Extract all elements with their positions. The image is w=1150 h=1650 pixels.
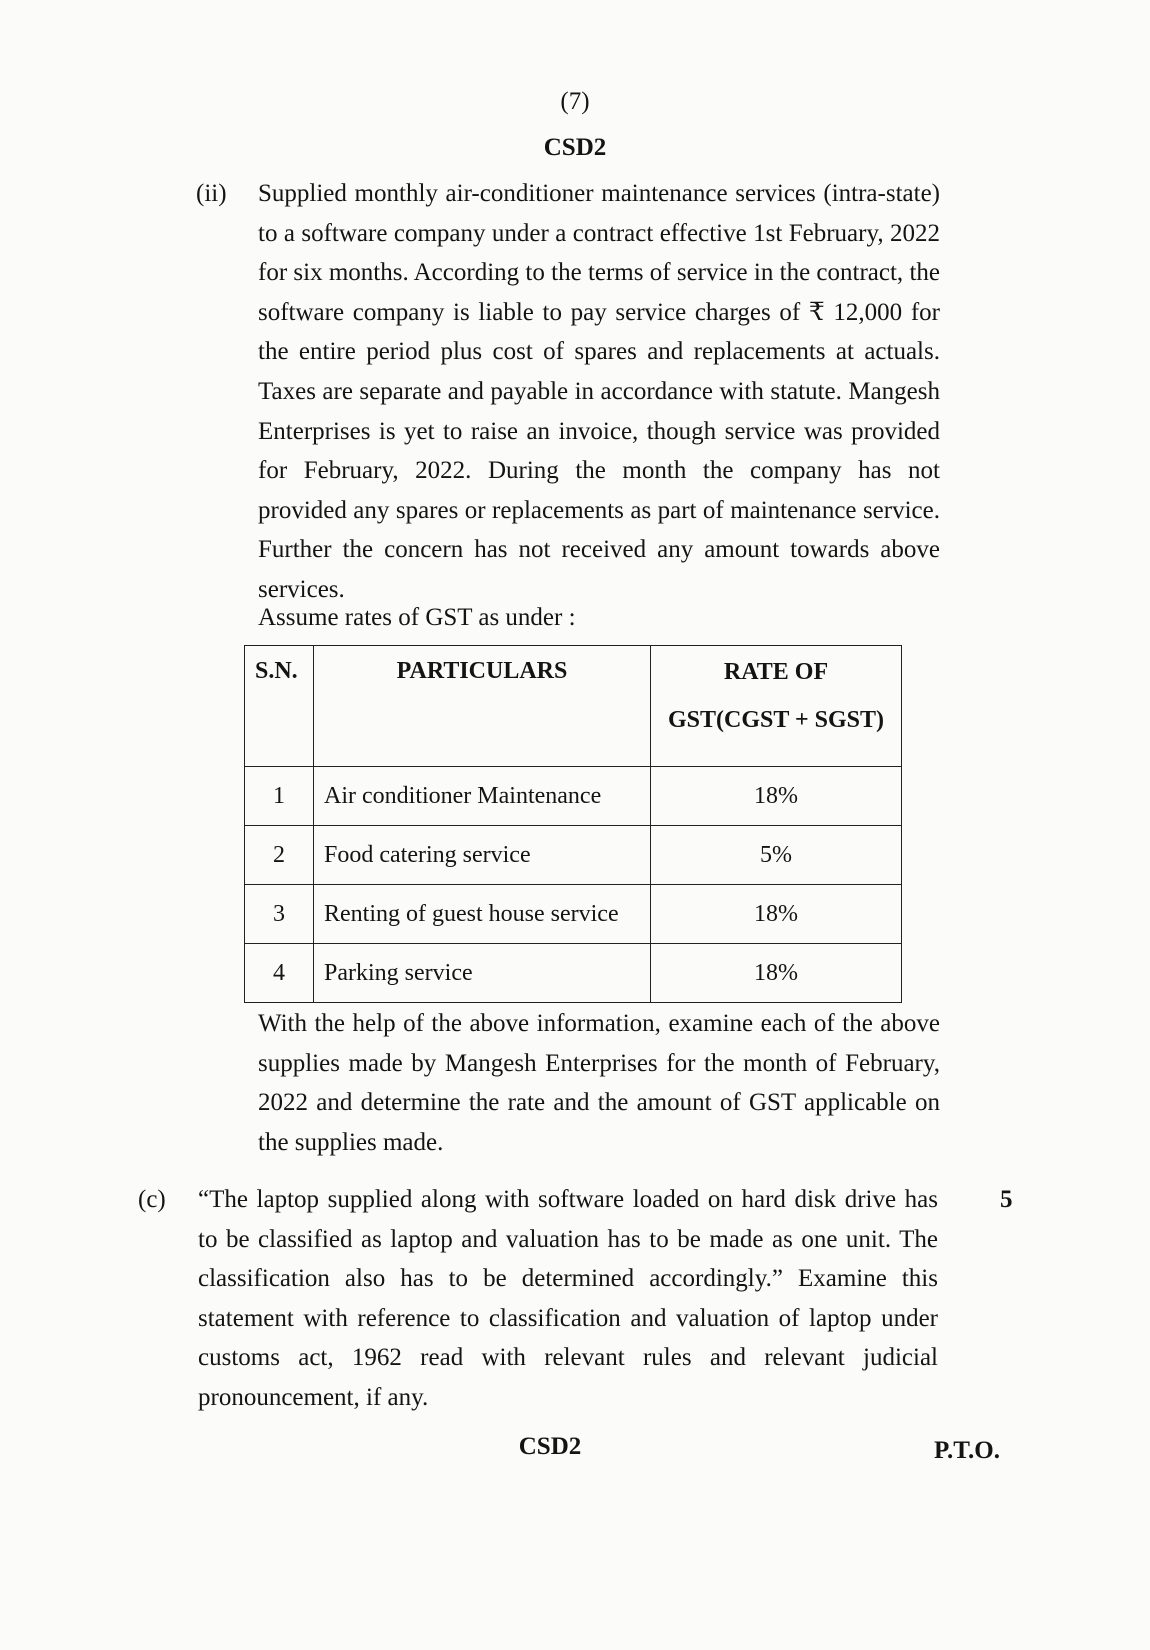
table-row	[245, 767, 902, 826]
question-c-text: “The laptop supplied along with software loaded on hard disk drive has to be classified as laptop and valuation has to be made as one unit. The classification also has to be determined accordingly.” Examine this statement with reference to classification and valuation of laptop under customs act, 1962 read with relevant rules and relevant judicial pronouncement, if any.	[198, 1186, 938, 1411]
row-particulars: Renting of guest house service	[314, 885, 651, 944]
paper-code-header: CSD2	[543, 134, 607, 161]
table-row	[245, 944, 902, 1003]
row-particulars: Food catering service	[314, 826, 651, 885]
question-c-marker: (c)	[138, 1186, 166, 1213]
question-ii-text: Supplied monthly air-conditioner maintenance services (intra-state) to a software company under a contract effective 1st February, 2022 for six months. According to the terms of service in the contract, the software company is liable to pay service charges of ₹ 12,000 for the entire period plus cost of spares and replacements at actuals. Taxes are separate and payable in accordance with statute. Mangesh Enterprises is yet to raise an invoice, though service was provided for February, 2022. During the month the company has not provided any spares or replacements as part of maintenance service. Further the concern has not received any amount towards above services.	[258, 180, 940, 603]
paper-code-footer: CSD2	[518, 1433, 582, 1460]
row-sn: 2	[245, 826, 314, 885]
header-particulars: PARTICULARS	[314, 646, 651, 767]
row-particulars: Air conditioner Maintenance	[314, 767, 651, 826]
page-number: (7)	[560, 88, 590, 115]
row-rate: 18%	[651, 767, 902, 826]
header-rate	[651, 646, 902, 767]
table-header-row	[245, 646, 902, 767]
assume-rates-label: Assume rates of GST as under :	[258, 604, 576, 631]
row-rate: 5%	[651, 826, 902, 885]
gst-rates-table	[244, 645, 902, 1003]
header-sn: S.N.	[245, 646, 314, 767]
instruction-text: With the help of the above information, examine each of the above supplies made by Mangesh Enterprises for the month of February, 2022 and determine the rate and the amount of GST applicable on the supplies made.	[258, 1010, 940, 1156]
question-ii-marker: (ii)	[196, 180, 227, 207]
pto-label: P.T.O.	[934, 1437, 1000, 1464]
header-rate-line2: GST(CGST + SGST)	[668, 707, 884, 733]
question-c-marks: 5	[1000, 1186, 1013, 1213]
row-particulars: Parking service	[314, 944, 651, 1003]
row-sn: 3	[245, 885, 314, 944]
header-rate-line1: RATE OF	[723, 659, 829, 685]
row-sn: 4	[245, 944, 314, 1003]
table-row	[245, 885, 902, 944]
row-sn: 1	[245, 767, 314, 826]
row-rate: 18%	[651, 944, 902, 1003]
row-rate: 18%	[651, 885, 902, 944]
table-row	[245, 826, 902, 885]
